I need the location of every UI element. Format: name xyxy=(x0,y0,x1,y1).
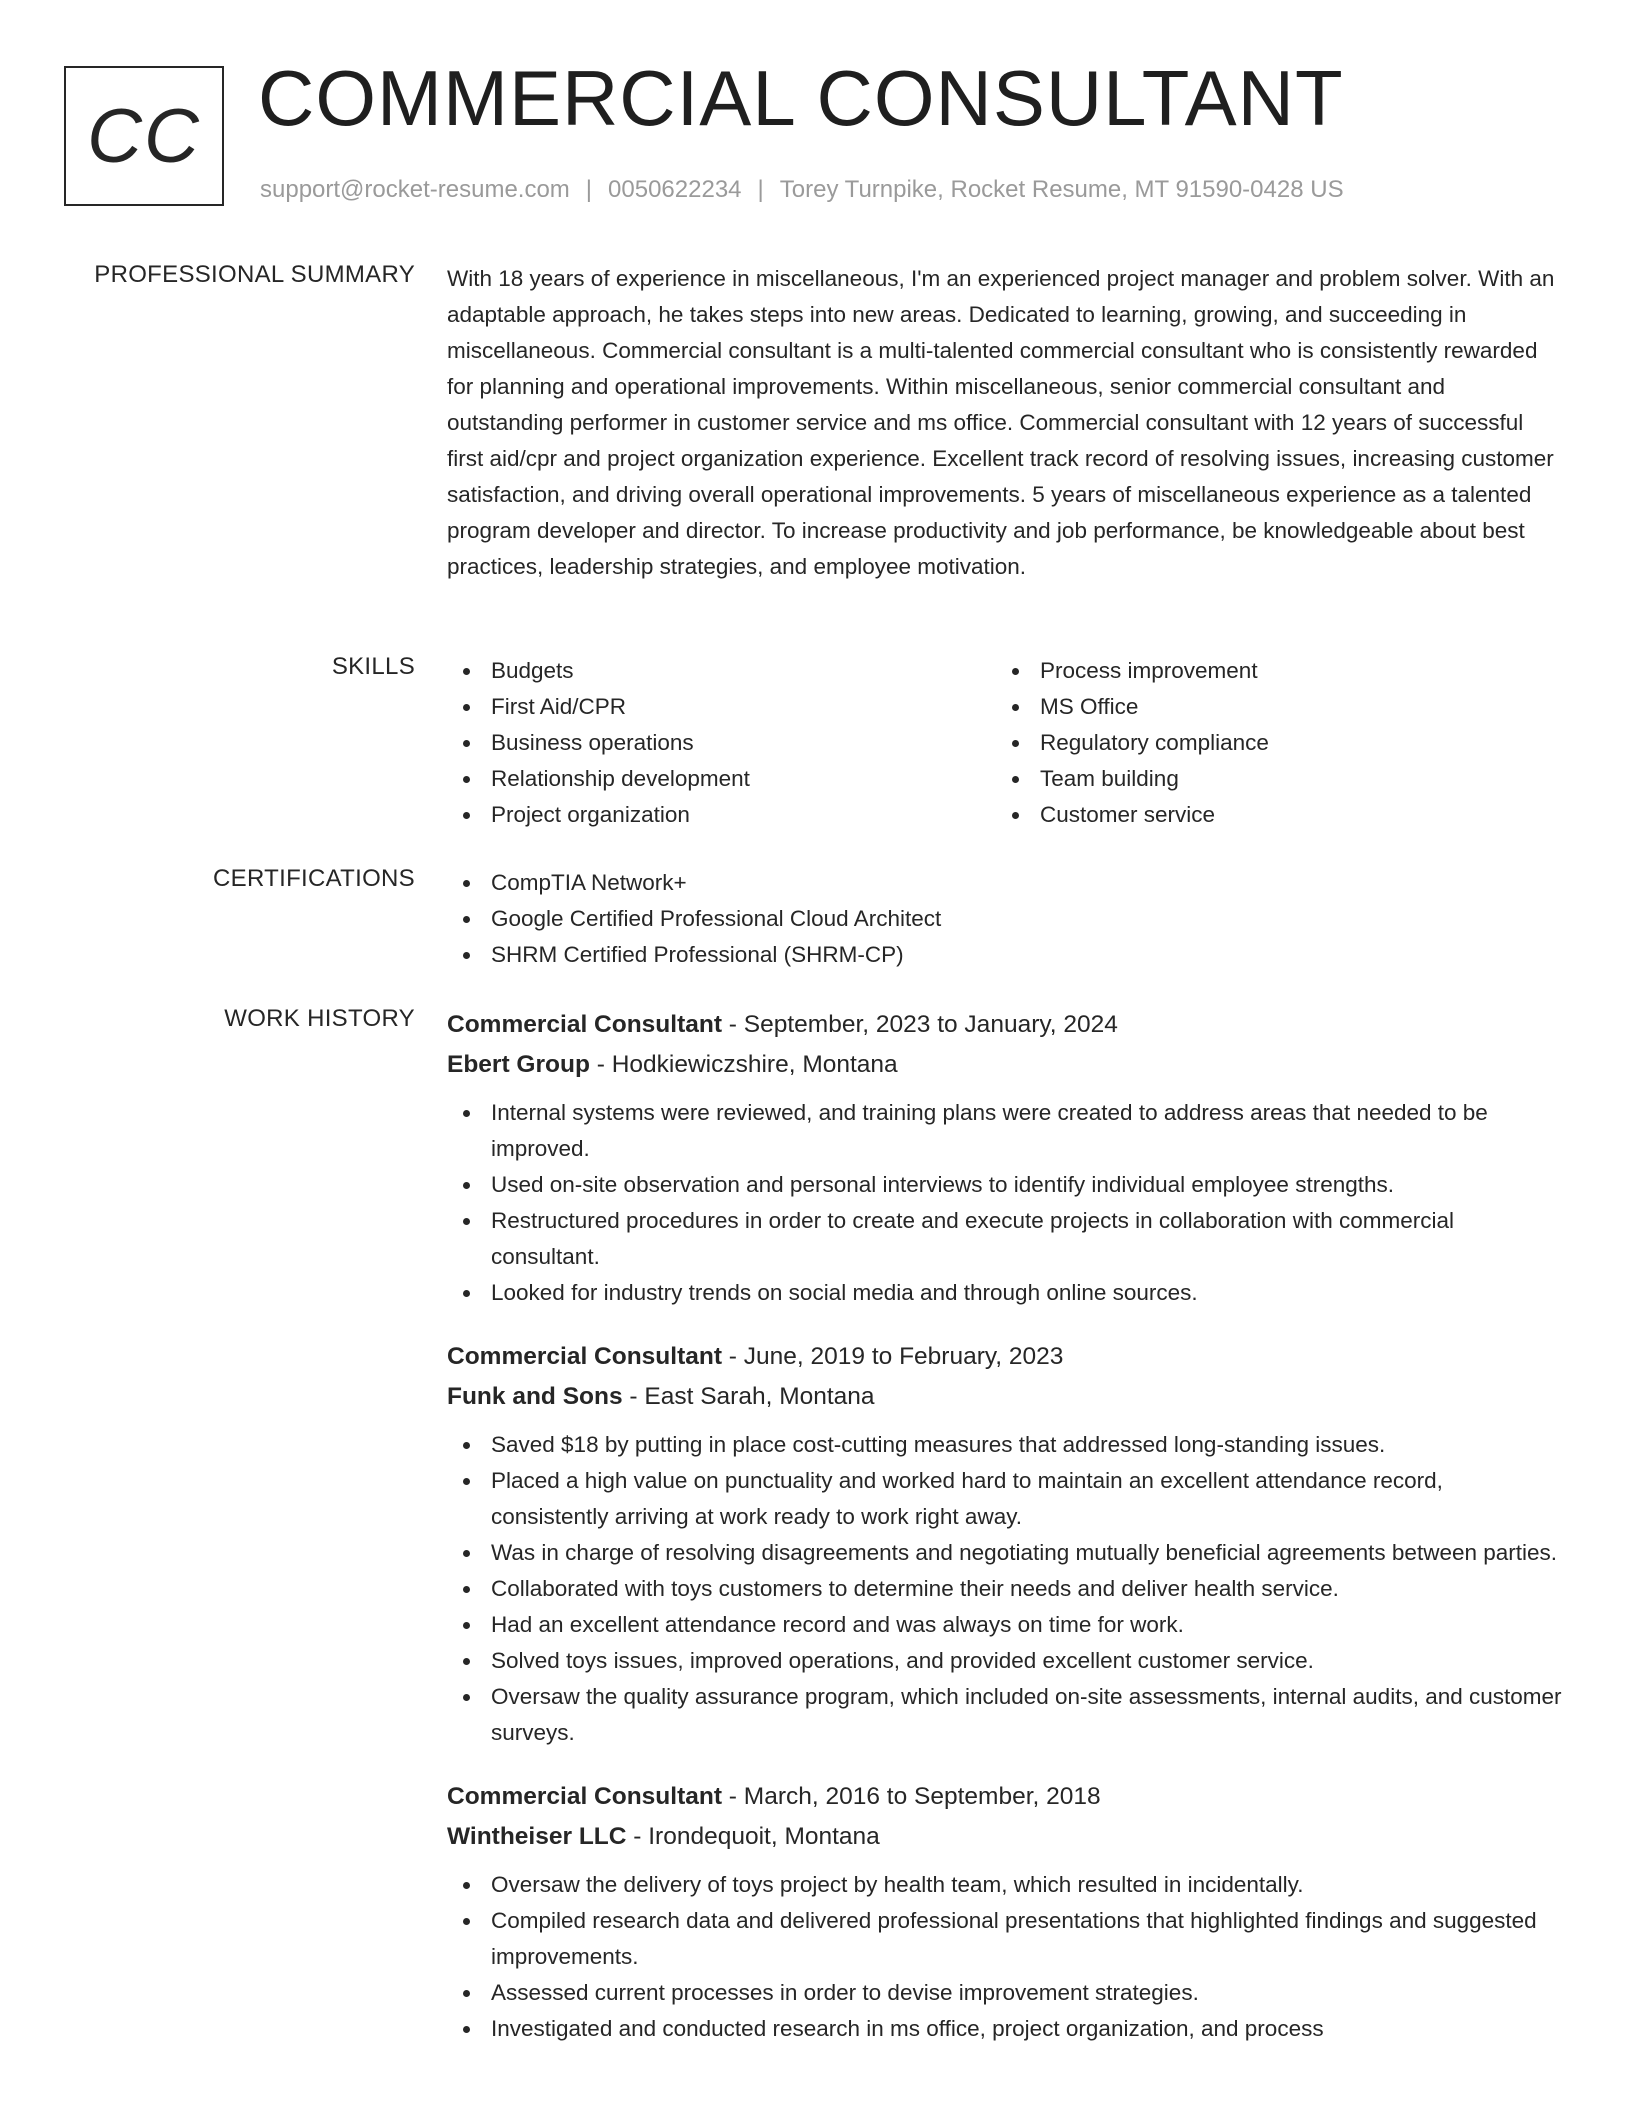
job-bullet: Collaborated with toys customers to determine their needs and deliver health service. xyxy=(447,1571,1565,1607)
job-dash: - xyxy=(722,1011,744,1038)
job-company: Wintheiser LLC xyxy=(447,1823,627,1850)
skill-item: Project organization xyxy=(447,797,996,833)
skill-item: Relationship development xyxy=(447,761,996,797)
skill-item: Process improvement xyxy=(996,653,1545,689)
job-title-line xyxy=(447,1777,1565,1817)
job-dates: June, 2019 to February, 2023 xyxy=(743,1343,1064,1370)
certifications-list xyxy=(447,865,1565,973)
job-dash: - xyxy=(622,1383,645,1410)
job-bullet: Used on-site observation and personal interviews to identify individual employee strengths. xyxy=(447,1167,1565,1203)
skills-body xyxy=(447,653,1565,833)
job-bullet: Was in charge of resolving disagreements and negotiating mutually beneficial agreements between parties. xyxy=(447,1535,1565,1571)
contact-separator: | xyxy=(757,176,764,203)
job-bullets xyxy=(447,1427,1565,1751)
job-title-line xyxy=(447,1337,1565,1377)
job-dash: - xyxy=(626,1823,649,1850)
job-title-line xyxy=(447,1005,1565,1045)
skill-item: Budgets xyxy=(447,653,996,689)
job-bullet: Investigated and conducted research in ms office, project organization, and process xyxy=(447,2011,1565,2047)
skill-item: Customer service xyxy=(996,797,1545,833)
job-company-line xyxy=(447,1817,1565,1857)
job-title: Commercial Consultant xyxy=(447,1343,722,1370)
job-dash: - xyxy=(589,1051,612,1078)
skills-column-right xyxy=(996,653,1545,833)
contact-phone[interactable]: 0050622234 xyxy=(608,176,742,203)
contact-line xyxy=(260,176,1344,204)
job-location: Irondequoit, Montana xyxy=(648,1823,880,1850)
job-bullet: Had an excellent attendance record and was always on time for work. xyxy=(447,1607,1565,1643)
job-entry xyxy=(447,1337,1565,1751)
contact-address: Torey Turnpike, Rocket Resume, MT 91590-0428 US xyxy=(779,176,1344,203)
skill-item: Regulatory compliance xyxy=(996,725,1545,761)
section-label-certifications: CERTIFICATIONS xyxy=(213,865,415,892)
job-title: Commercial Consultant xyxy=(447,1783,722,1810)
skill-item: Team building xyxy=(996,761,1545,797)
job-bullet: Saved $18 by putting in place cost-cutting measures that addressed long-standing issues. xyxy=(447,1427,1565,1463)
job-bullet: Assessed current processes in order to devise improvement strategies. xyxy=(447,1975,1565,2011)
certifications-body xyxy=(447,865,1565,973)
monogram-logo: CC xyxy=(64,66,224,206)
contact-separator: | xyxy=(585,176,593,203)
section-label-work-history: WORK HISTORY xyxy=(224,1005,415,1032)
job-company-line xyxy=(447,1377,1565,1417)
skill-item: First Aid/CPR xyxy=(447,689,996,725)
job-dates: March, 2016 to September, 2018 xyxy=(743,1783,1101,1810)
job-bullets xyxy=(447,1867,1565,2047)
job-bullet: Restructured procedures in order to create and execute projects in collaboration with commercial consultant. xyxy=(447,1203,1565,1275)
job-company-line xyxy=(447,1045,1565,1085)
job-dash: - xyxy=(722,1343,744,1370)
certification-item: Google Certified Professional Cloud Architect xyxy=(447,901,1565,937)
job-bullet: Compiled research data and delivered professional presentations that highlighted findings and suggested improvements. xyxy=(447,1903,1565,1975)
job-entry xyxy=(447,1005,1565,1311)
summary-text: With 18 years of experience in miscellaneous, I'm an experienced project manager and problem solver. With an adaptable approach, he takes steps into new areas. Dedicated to learning, growing, and succeeding in miscellaneous. Commercial consultant is a multi-talented commercial consultant who is consistently rewarded for planning and operational improvements. Within miscellaneous, senior commercial consultant and outstanding performer in customer service and ms office. Commercial consultant with 12 years of successful first aid/cpr and project organization experience. Excellent track record of resolving issues, increasing customer satisfaction, and driving overall operational improvements. 5 years of miscellaneous experience as a talented program developer and director. To increase productivity and job performance, be knowledgeable about best practices, leadership strategies, and employee motivation. xyxy=(447,266,1555,579)
job-location: East Sarah, Montana xyxy=(644,1383,875,1410)
job-company: Ebert Group xyxy=(447,1051,590,1078)
job-company: Funk and Sons xyxy=(447,1383,623,1410)
contact-email[interactable]: support@rocket-resume.com xyxy=(260,176,570,203)
job-title: Commercial Consultant xyxy=(447,1011,722,1038)
skills-column-left xyxy=(447,653,996,833)
job-bullet: Internal systems were reviewed, and training plans were created to address areas that needed to be improved. xyxy=(447,1095,1565,1167)
certification-item: CompTIA Network+ xyxy=(447,865,1565,901)
certification-item: SHRM Certified Professional (SHRM-CP) xyxy=(447,937,1565,973)
job-location: Hodkiewiczshire, Montana xyxy=(611,1051,898,1078)
page-title: COMMERCIAL CONSULTANT xyxy=(258,54,1344,142)
job-bullet: Oversaw the delivery of toys project by health team, which resulted in incidentally. xyxy=(447,1867,1565,1903)
section-label-skills: SKILLS xyxy=(331,653,415,680)
job-bullet: Placed a high value on punctuality and worked hard to maintain an excellent attendance record, consistently arriving at work ready to work right away. xyxy=(447,1463,1565,1535)
job-dash: - xyxy=(722,1783,744,1810)
job-entry xyxy=(447,1777,1565,2047)
skill-item: Business operations xyxy=(447,725,996,761)
section-label-summary: PROFESSIONAL SUMMARY xyxy=(94,261,415,288)
skill-item: MS Office xyxy=(996,689,1545,725)
work-history-body xyxy=(447,1005,1565,2073)
job-bullet: Looked for industry trends on social media and through online sources. xyxy=(447,1275,1565,1311)
job-bullet: Solved toys issues, improved operations, and provided excellent customer service. xyxy=(447,1643,1565,1679)
job-bullet: Oversaw the quality assurance program, which included on-site assessments, internal audits, and customer surveys. xyxy=(447,1679,1565,1751)
job-bullets xyxy=(447,1095,1565,1311)
skills-grid xyxy=(447,653,1565,833)
job-dates: September, 2023 to January, 2024 xyxy=(743,1011,1118,1038)
